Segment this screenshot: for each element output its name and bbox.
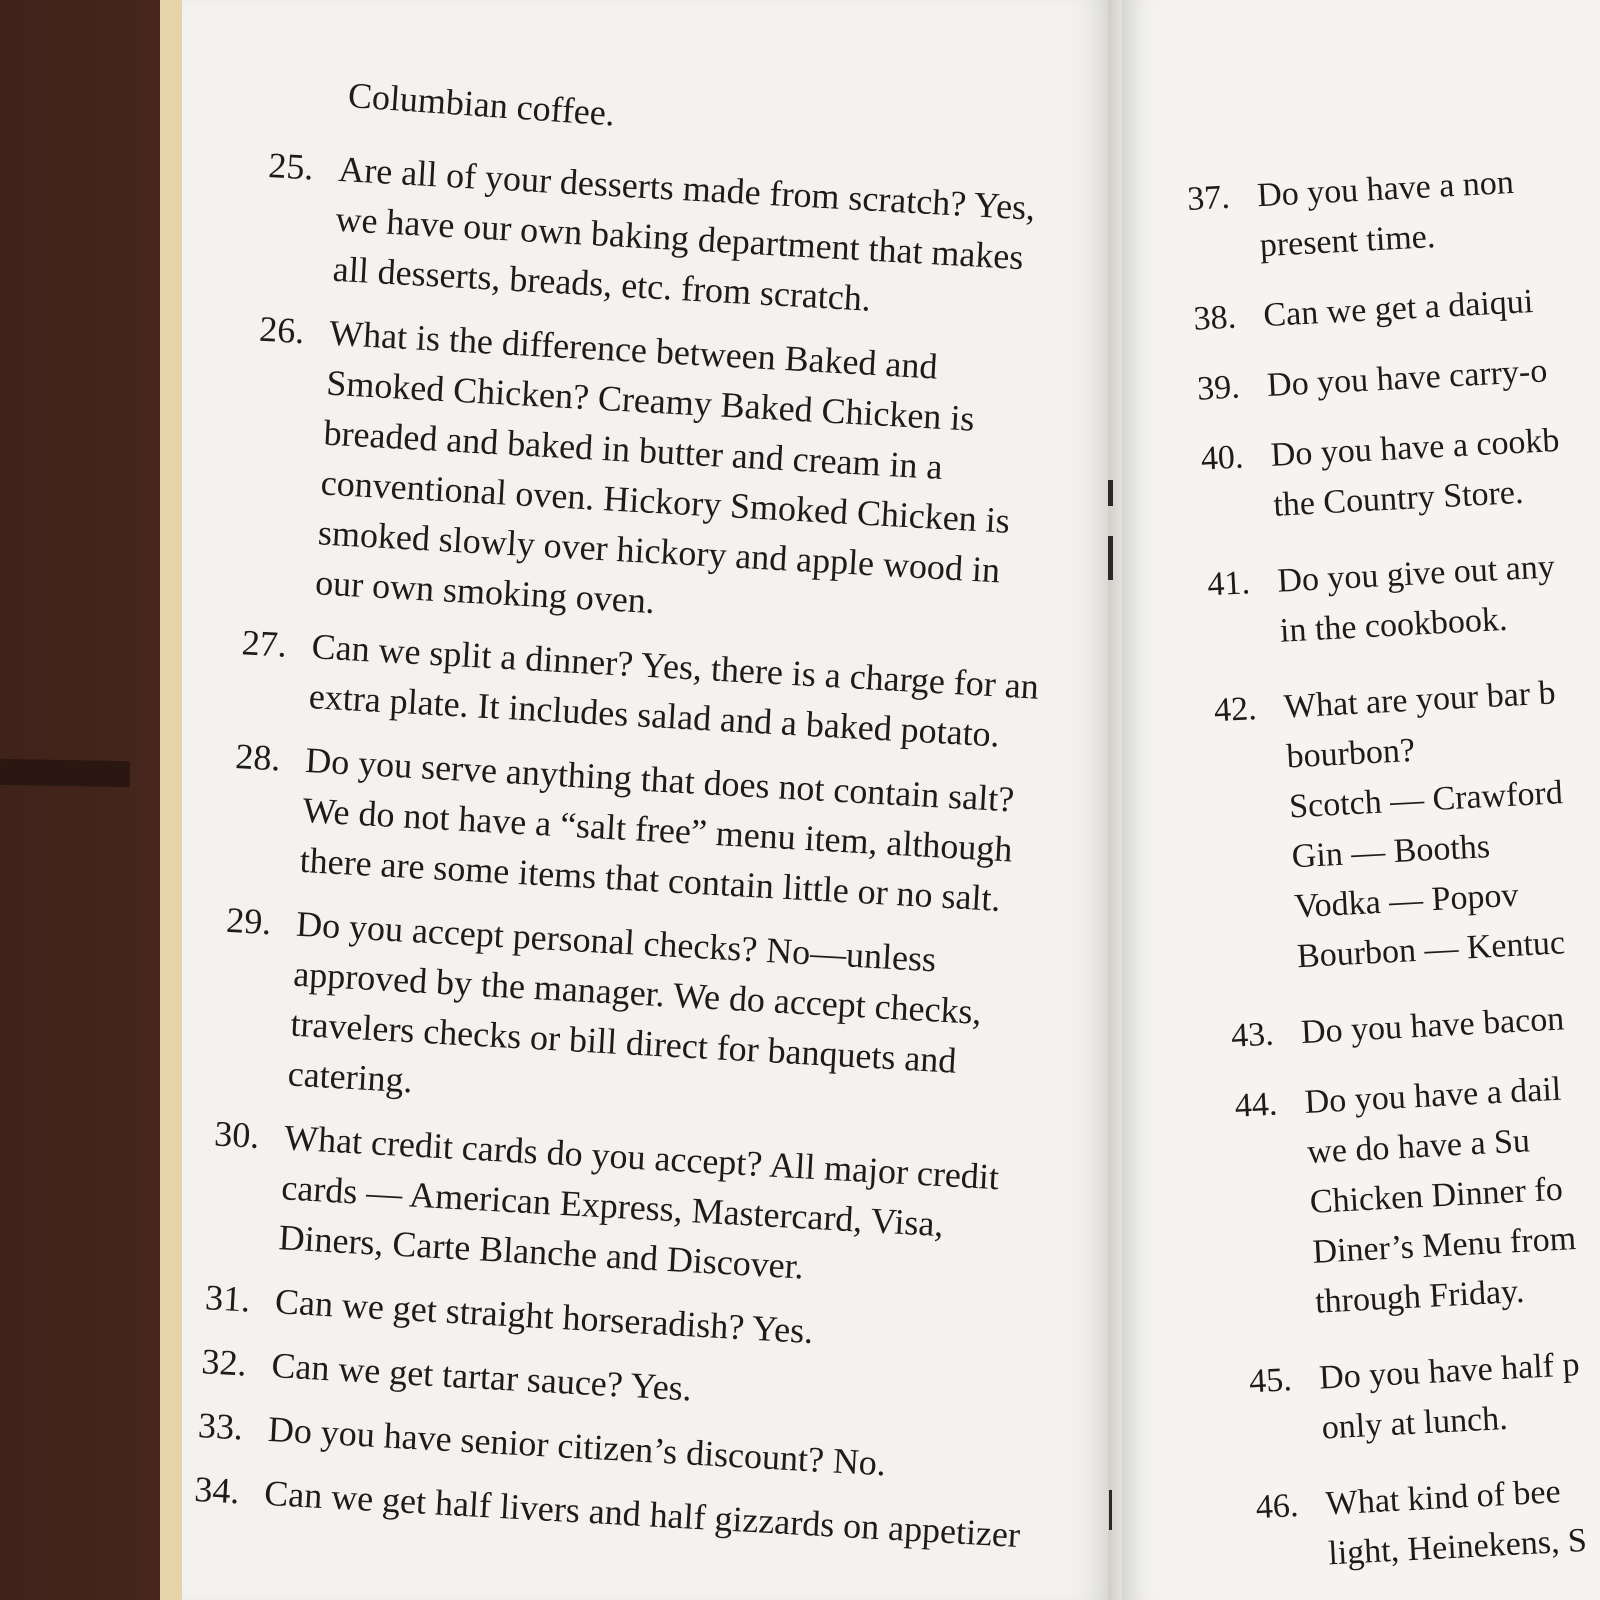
item-number: 32.: [200, 1341, 248, 1384]
item-number: 26.: [258, 308, 306, 352]
list-item: [244, 304, 1059, 648]
item-number: 40.: [1199, 438, 1245, 478]
item-line: Do you have a dail: [1303, 1070, 1563, 1122]
item-text: Can we get tartar sauce? Yes.: [270, 1345, 693, 1409]
item-line: Do you have half p: [1318, 1346, 1581, 1397]
binding-mark: [1108, 536, 1113, 580]
item-line: Chicken Dinner fo: [1308, 1170, 1564, 1221]
item-line: Diner’s Menu from: [1311, 1220, 1577, 1271]
item-number: 27.: [240, 622, 288, 665]
item-line: Do you have carry-o: [1266, 352, 1549, 405]
item-line: we do have a Su: [1306, 1122, 1531, 1171]
item-number: 28.: [234, 736, 282, 779]
item-line: Do you have bacon: [1300, 1000, 1566, 1052]
list-item: [1192, 273, 1600, 345]
item-line: What are your bar b: [1283, 674, 1557, 726]
list-item: [1248, 1335, 1600, 1457]
item-text: Can we split a dinner? Yes, there is a charge for an extra plate. It includes salad and a baked potato.: [307, 626, 1040, 755]
item-number: 30.: [213, 1113, 261, 1156]
list-item: [1230, 990, 1600, 1062]
item-number: 25.: [267, 144, 315, 188]
binding-mark: [1108, 480, 1113, 506]
item-line: Gin — Booths: [1290, 828, 1491, 876]
list-item: [1186, 153, 1600, 275]
item-line: light, Heinekens, S: [1327, 1521, 1588, 1573]
item-number: 31.: [204, 1277, 252, 1320]
item-number: 37.: [1186, 178, 1231, 218]
list-item: [1255, 1461, 1600, 1583]
item-number: 43.: [1230, 1015, 1275, 1055]
item-text: Do you accept personal checks? No—unless approved by the manager. We do accept checks, travelers checks or bill direct for banquets and catering.: [286, 903, 983, 1101]
item-line: the Country Store.: [1272, 473, 1525, 524]
list-item: [1213, 664, 1600, 986]
item-line: Vodka — Popov: [1293, 876, 1520, 926]
list-item: [207, 1108, 1014, 1302]
list-item: [1234, 1060, 1600, 1332]
continuation-text: Columbian coffee.: [346, 74, 617, 134]
list-item: [1200, 413, 1600, 535]
left-page-questions: [192, 140, 1068, 1572]
item-line: Do you have a non: [1256, 163, 1515, 215]
item-number: 46.: [1254, 1486, 1300, 1527]
item-line: Do you have a cookb: [1269, 421, 1561, 474]
item-line: Bourbon — Kentuc: [1296, 924, 1566, 976]
item-line: bourbon?: [1285, 731, 1416, 776]
item-line: Can we get a daiqui: [1262, 283, 1535, 335]
item-number: 34.: [193, 1468, 241, 1512]
list-item: [217, 895, 1027, 1139]
item-line: What kind of bee: [1324, 1473, 1562, 1523]
binding-mark: [1109, 1490, 1112, 1530]
item-text: Are all of your desserts made from scratch? Yes, we have our own baking department that makes all desserts, breads, etc. from scratch.: [331, 148, 1037, 319]
leather-strap: [0, 759, 130, 787]
item-text: Can we get half livers and half gizzards on appetizer: [263, 1472, 1022, 1556]
item-line: Scotch — Crawford: [1288, 774, 1564, 826]
item-text: Do you serve anything that does not contain salt? We do not have a “salt free” menu item, although there are some items that contain little or no salt.: [298, 739, 1016, 919]
item-line: only at lunch.: [1320, 1399, 1509, 1447]
item-line: Do you give out any: [1276, 548, 1556, 600]
item-number: 29.: [225, 899, 273, 943]
list-item: [1206, 538, 1600, 660]
item-line: present time.: [1258, 218, 1437, 265]
item-number: 39.: [1196, 368, 1241, 408]
item-number: 33.: [197, 1405, 245, 1448]
item-line: in the cookbook.: [1279, 600, 1509, 650]
item-text: Can we get straight horseradish? Yes.: [274, 1281, 815, 1352]
item-number: 38.: [1192, 298, 1237, 338]
item-text: What credit cards do you accept? All major credit cards — American Express, Mastercard, Visa, Diners, Carte Blanche and Discover.: [277, 1117, 1001, 1287]
item-number: 42.: [1213, 690, 1258, 730]
item-number: 44.: [1233, 1085, 1279, 1125]
item-number: 41.: [1206, 564, 1251, 604]
item-text: Do you have senior citizen’s discount? No.: [266, 1408, 888, 1484]
list-item: [1196, 343, 1600, 415]
item-text: What is the difference between Baked and Smoked Chicken? Creamy Baked Chicken is breaded and baked in butter and cream in a conventional oven. Hickory Smoked Chicken is smoked slowly over hickory and apple wood in our own smoking oven.: [314, 312, 1011, 622]
list-item: [229, 731, 1036, 925]
item-line: through Friday.: [1314, 1272, 1526, 1321]
item-number: 45.: [1248, 1361, 1293, 1401]
